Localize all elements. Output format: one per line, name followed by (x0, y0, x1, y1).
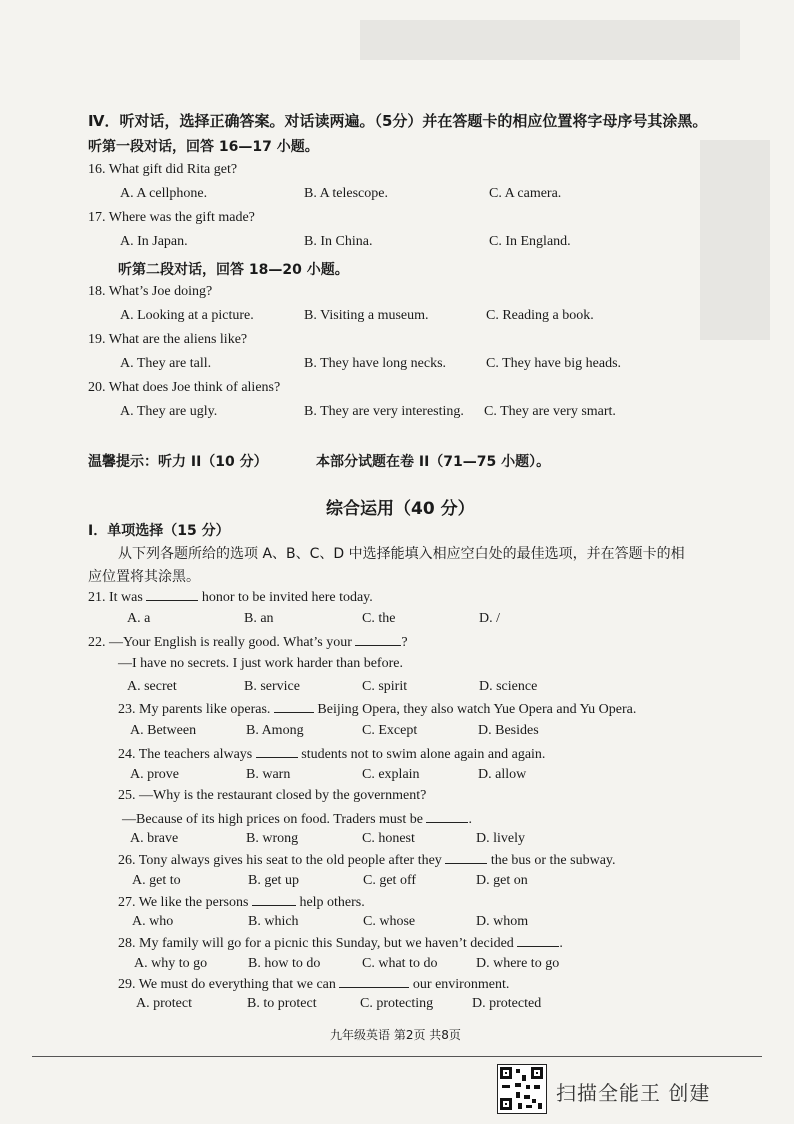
question-21-option-a: A. a (127, 611, 151, 626)
question-27-option-b: B. which (248, 914, 299, 929)
question-22-option-a: A. secret (127, 679, 177, 694)
question-18-stem: 18. What’s Joe doing? (88, 284, 213, 299)
question-23-option-a: A. Between (130, 723, 197, 738)
question-28-option-d: D. where to go (476, 956, 560, 971)
question-28-option-c: C. what to do (362, 956, 438, 971)
footer-divider (32, 1056, 762, 1057)
answer-blank (146, 588, 198, 601)
question-17-option-a: A. In Japan. (120, 234, 188, 249)
question-24-option-c: C. explain (362, 767, 420, 782)
question-16-option-a: A. A cellphone. (120, 186, 208, 201)
single-choice-instructions-1: 从下列各题所给的选项 A、B、C、D 中选择能填入相应空白处的最佳选项，并在答题卡的相 (118, 546, 685, 562)
question-20-option-a: A. They are ugly. (120, 404, 218, 419)
single-choice-header: Ⅰ．单项选择（15 分） (88, 523, 230, 539)
scan-smudge (700, 140, 770, 340)
question-20-option-b: B. They are very interesting. (304, 404, 464, 419)
listening-tip: 温馨提示：听力 II（10 分） (88, 454, 268, 470)
question-20-option-c: C. They are very smart. (484, 404, 616, 419)
answer-blank (256, 745, 298, 758)
answer-blank (445, 851, 487, 864)
question-21-stem: 21. It was honor to be invited here today. (88, 590, 373, 605)
question-20-stem: 20. What does Joe think of aliens? (88, 380, 281, 395)
question-16-stem: 16. What gift did Rita get? (88, 162, 238, 177)
question-21-option-b: B. an (244, 611, 274, 626)
question-25-option-b: B. wrong (246, 831, 299, 846)
answer-blank (339, 975, 409, 988)
question-22-option-d: D. science (479, 679, 538, 694)
scanner-watermark: 扫描全能王 创建 (556, 1081, 711, 1105)
scan-smudge (360, 20, 740, 60)
question-27-stem: 27. We like the persons help others. (118, 895, 365, 910)
answer-blank (355, 633, 401, 646)
question-27-option-c: C. whose (363, 914, 416, 929)
question-25-option-c: C. honest (362, 831, 415, 846)
question-17-stem: 17. Where was the gift made? (88, 210, 255, 225)
question-25-stem: 25. —Why is the restaurant closed by the government? (118, 788, 427, 803)
question-19-option-b: B. They have long necks. (304, 356, 447, 371)
question-23-option-b: B. Among (246, 723, 304, 738)
question-23-stem: 23. My parents like operas. Beijing Opera, they also watch Yue Opera and Yu Opera. (118, 702, 637, 717)
question-23-option-c: C. Except (362, 723, 418, 738)
answer-blank (426, 810, 468, 823)
question-22-stem: 22. —Your English is really good. What’s your ? (88, 635, 408, 650)
question-21-option-d: D. / (479, 611, 500, 626)
answer-blank (517, 934, 559, 947)
question-27-option-d: D. whom (476, 914, 529, 929)
single-choice-instructions-2: 应位置将其涂黑。 (88, 569, 200, 585)
answer-blank (274, 700, 314, 713)
listening-section-header: Ⅳ．听对话，选择正确答案。对话读两遍。（5分）并在答题卡的相应位置将字母序号其涂黑。 (88, 112, 708, 130)
question-18-option-c: C. Reading a book. (486, 308, 594, 323)
question-16-option-c: C. A camera. (489, 186, 562, 201)
question-29-option-d: D. protected (472, 996, 542, 1011)
question-25-response: —Because of its high prices on food. Traders must be . (122, 812, 472, 827)
question-29-option-b: B. to protect (247, 996, 317, 1011)
question-26-option-d: D. get on (476, 873, 528, 888)
answer-blank (252, 893, 296, 906)
question-22-response: —I have no secrets. I just work harder than before. (118, 656, 403, 671)
question-18-option-b: B. Visiting a museum. (304, 308, 429, 323)
question-18-option-a: A. Looking at a picture. (120, 308, 254, 323)
question-27-option-a: A. who (132, 914, 174, 929)
question-28-option-a: A. why to go (134, 956, 208, 971)
question-23-option-d: D. Besides (478, 723, 539, 738)
question-22-option-b: B. service (244, 679, 300, 694)
question-16-option-b: B. A telescope. (304, 186, 388, 201)
question-26-option-c: C. get off (363, 873, 417, 888)
question-26-option-a: A. get to (132, 873, 181, 888)
question-24-option-a: A. prove (130, 767, 179, 782)
listening-tip-note: 本部分试题在卷 II（71—75 小题）。 (316, 454, 551, 470)
qr-code-icon (497, 1064, 547, 1114)
question-24-option-b: B. warn (246, 767, 291, 782)
comprehensive-title: 综合运用（40 分） (326, 499, 475, 519)
dialog-1-intro: 听第一段对话，回答 16—17 小题。 (88, 139, 319, 155)
page-number-footer: 九年级英语 第2页 共8页 (330, 1028, 461, 1042)
question-26-stem: 26. Tony always gives his seat to the old people after they the bus or the subway. (118, 853, 616, 868)
question-29-option-c: C. protecting (360, 996, 434, 1011)
question-29-stem: 29. We must do everything that we can our environment. (118, 977, 510, 992)
question-25-option-d: D. lively (476, 831, 525, 846)
question-22-option-c: C. spirit (362, 679, 408, 694)
dialog-2-intro: 听第二段对话，回答 18—20 小题。 (118, 262, 349, 278)
question-19-stem: 19. What are the aliens like? (88, 332, 248, 347)
question-17-option-b: B. In China. (304, 234, 373, 249)
question-19-option-a: A. They are tall. (120, 356, 212, 371)
question-28-option-b: B. how to do (248, 956, 321, 971)
question-19-option-c: C. They have big heads. (486, 356, 622, 371)
question-25-option-a: A. brave (130, 831, 179, 846)
question-26-option-b: B. get up (248, 873, 299, 888)
question-24-option-d: D. allow (478, 767, 527, 782)
question-24-stem: 24. The teachers always students not to swim alone again and again. (118, 747, 546, 762)
question-21-option-c: C. the (362, 611, 396, 626)
question-28-stem: 28. My family will go for a picnic this Sunday, but we haven’t decided . (118, 936, 563, 951)
question-29-option-a: A. protect (136, 996, 192, 1011)
question-17-option-c: C. In England. (489, 234, 571, 249)
